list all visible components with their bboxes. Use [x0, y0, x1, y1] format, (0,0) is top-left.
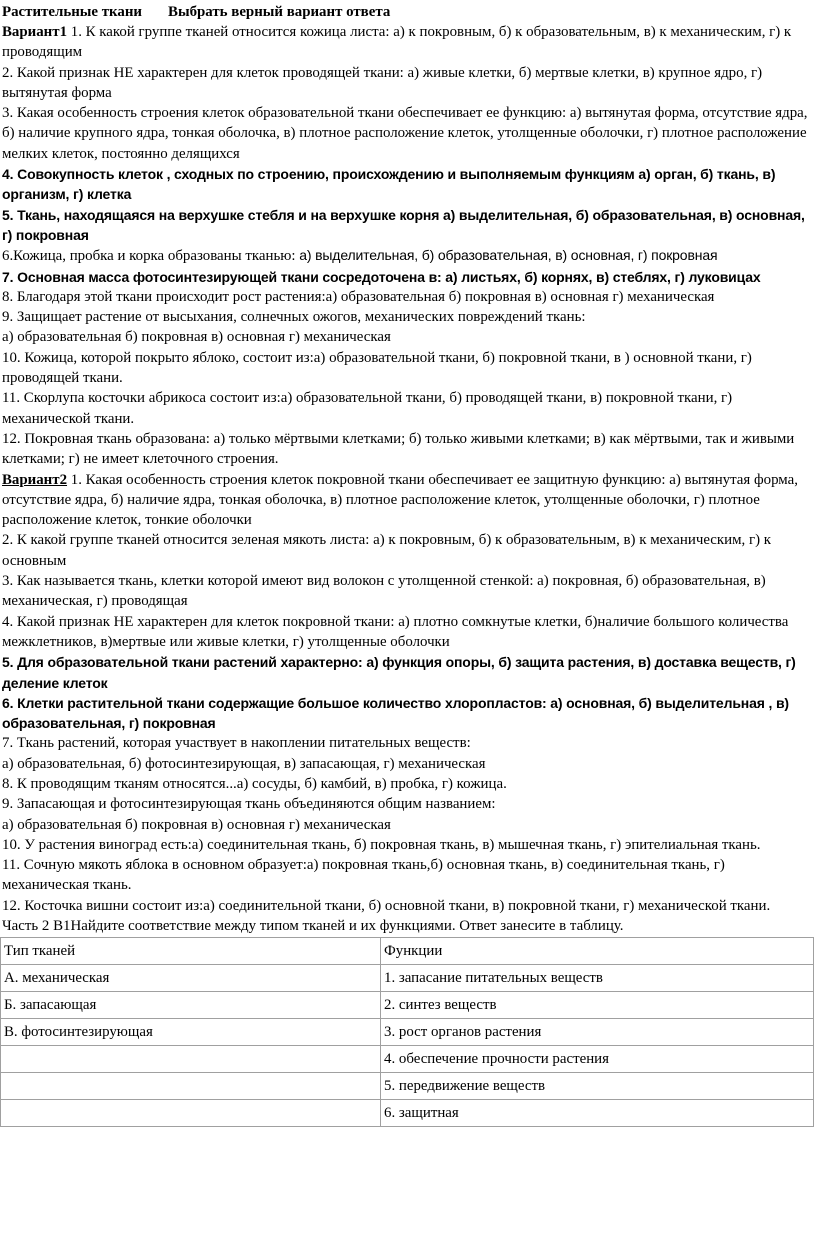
part2-prompt: Часть 2 В1Найдите соответствие между типом тканей и их функциями. Ответ занесите в таблицу. — [2, 918, 624, 935]
v2-question-1: Вариант2 1. Какая особенность строения клеток покровной ткани обеспечивает ее защитную функцию: а) вытянутая форма, отсутствие ядра, б) наличие ядра, тонкая оболочка, в) плотное расположение клеток, утолщенные оболочки, г) плотное расположение клеток, тонкие оболочки — [2, 471, 798, 529]
v1-question-11: 11. Скорлупа косточки абрикоса состоит из:а) образовательной ткани, б) проводящей ткани, в) покровной ткани, г) механической ткани. — [2, 390, 733, 427]
v1-question-9-options: а) образовательная б) покровная в) основная г) механическая — [2, 329, 391, 346]
v2-question-12: 12. Косточка вишни состоит из:а) соединительной ткани, б) основной ткани, в) покровной ткани, г) механической ткани. — [2, 897, 771, 914]
topic-title: Растительные ткани — [2, 4, 143, 20]
table-cell-function: 1. запасание питательных веществ — [381, 965, 814, 992]
v2-question-9-stem: 9. Запасающая и фотосинтезирующая ткань объединяются общим названием: — [2, 796, 496, 813]
document-title — [2, 3, 814, 22]
v1-question-12: 12. Покровная ткань образована: а) только мёртвыми клетками; б) только живыми клетками; в) как мёртвыми, так и живыми клетками; г) не имеет клеточного строения. — [2, 430, 795, 468]
table-cell-empty — [1, 1073, 381, 1100]
v1-question-8: 8. Благодаря этой ткани происходит рост растения:а) образовательная б) покровная в) основная г) механическая — [2, 288, 715, 305]
table-cell-function: 3. рост органов растения — [381, 1019, 814, 1046]
matching-table — [0, 937, 814, 1127]
table-row — [1, 1100, 814, 1127]
v2-question-9-options: а) образовательная б) покровная в) основная г) механическая — [2, 816, 391, 833]
variant1-label: Вариант1 — [2, 24, 68, 40]
table-row — [1, 965, 814, 992]
v2-question-7-options: а) образовательная, б) фотосинтезирующая, в) запасающая, г) механическая — [2, 755, 486, 772]
v1-question-2: 2. Какой признак НЕ характерен для клеток проводящей ткани: а) живые клетки, б) мертвые клетки, в) крупное ядро, г) вытянутая форма — [2, 64, 763, 101]
table-header-types: Тип тканей — [1, 938, 381, 965]
table-cell-empty — [1, 1046, 381, 1073]
v1-question-7: 7. Основная масса фотосинтезирующей ткани сосредоточена в: а) листьях, б) корнях, в) стеблях, г) луковицах — [2, 268, 761, 285]
table-row — [1, 1019, 814, 1046]
table-cell-type: Б. запасающая — [1, 992, 381, 1019]
v2-question-3: 3. Как называется ткань, клетки которой имеют вид волокон с утолщенной стенкой: а) покровная, б) образовательная, в) механическая, г) проводящая — [2, 573, 766, 610]
v2-question-10: 10. У растения виноград есть:а) соединительная ткань, б) покровная ткань, в) мышечная ткань, г) эпителиальная ткань. — [2, 836, 761, 853]
v1-question-1: Вариант1 1. К какой группе тканей относится кожица листа: а) к покровным, б) к образовательным, в) к механическим, г) к проводящим — [2, 24, 792, 61]
v2-question-7-stem: 7. Ткань растений, которая участвует в накоплении питательных веществ: — [2, 735, 471, 752]
table-cell-type: В. фотосинтезирующая — [1, 1019, 381, 1046]
table-row — [1, 1046, 814, 1073]
table-header-row — [1, 938, 814, 965]
table-header-functions: Функции — [381, 938, 814, 965]
v1-question-6: 6.Кожица, пробка и корка образованы тканью: а) выделительная, б) образовательная, в) основная, г) покровная — [2, 247, 718, 265]
table-cell-function: 4. обеспечение прочности растения — [381, 1046, 814, 1073]
v1-question-10: 10. Кожица, которой покрыто яблоко, состоит из:а) образовательной ткани, б) покровной ткани, в ) основной ткани, г) проводящей ткани. — [2, 349, 752, 387]
v2-question-8: 8. К проводящим тканям относятся...а) сосуды, б) камбий, в) пробка, г) кожица. — [2, 775, 507, 792]
variant2-label: Вариант2 — [2, 471, 68, 488]
v2-question-2: 2. К какой группе тканей относится зеленая мякоть листа: а) к покровным, б) к образовательным, в) к механическим, г) к основным — [2, 532, 772, 569]
table-row — [1, 1073, 814, 1100]
table-cell-function: 6. защитная — [381, 1100, 814, 1127]
v2-question-11: 11. Сочную мякоть яблока в основном образует:а) покровная ткань,б) основная ткань, в) соединительная ткань, г) механическая ткань. — [2, 857, 725, 894]
table-cell-type: А. механическая — [1, 965, 381, 992]
v1-question-9-stem: 9. Защищает растение от высыхания, солнечных ожогов, механических повреждений ткань: — [2, 309, 586, 326]
v2-question-5: 5. Для образовательной ткани растений характерно: а) функция опоры, б) защита растения, в) доставка веществ, г) деление клеток — [2, 654, 796, 691]
instruction-title: Выбрать верный вариант ответа — [168, 4, 391, 20]
v1-question-5: 5. Ткань, находящаяся на верхушке стебля и на верхушке корня а) выделительная, б) образовательная, в) основная, г) покровная — [2, 206, 805, 243]
v1-question-4: 4. Совокупность клеток , сходных по строению, происхождению и выполняемым функциям а) орган, б) ткань, в) организм, г) клетка — [2, 166, 776, 203]
table-row — [1, 992, 814, 1019]
table-cell-empty — [1, 1100, 381, 1127]
v2-question-4: 4. Какой признак НЕ характерен для клеток покровной ткани: а) плотно сомкнутые клетки, б)наличие большого количества межклетников, в)мертвые или живые клетки, г) утолщенные оболочки — [2, 613, 789, 650]
table-cell-function: 5. передвижение веществ — [381, 1073, 814, 1100]
v1-question-3: 3. Какая особенность строения клеток образовательной ткани обеспечивает ее функцию: а) вытянутая форма, отсутствие ядра, б) наличие крупного ядра, тонкая оболочка, в) плотное расположение клеток, утолщенные оболочки, г) плотное расположение мелких клеток, постоянно делящихся — [2, 105, 808, 162]
table-cell-function: 2. синтез веществ — [381, 992, 814, 1019]
v2-question-6: 6. Клетки растительной ткани содержащие большое количество хлоропластов: а) основная, б) выделительная , в) образовательная, г) покровная — [2, 694, 789, 732]
